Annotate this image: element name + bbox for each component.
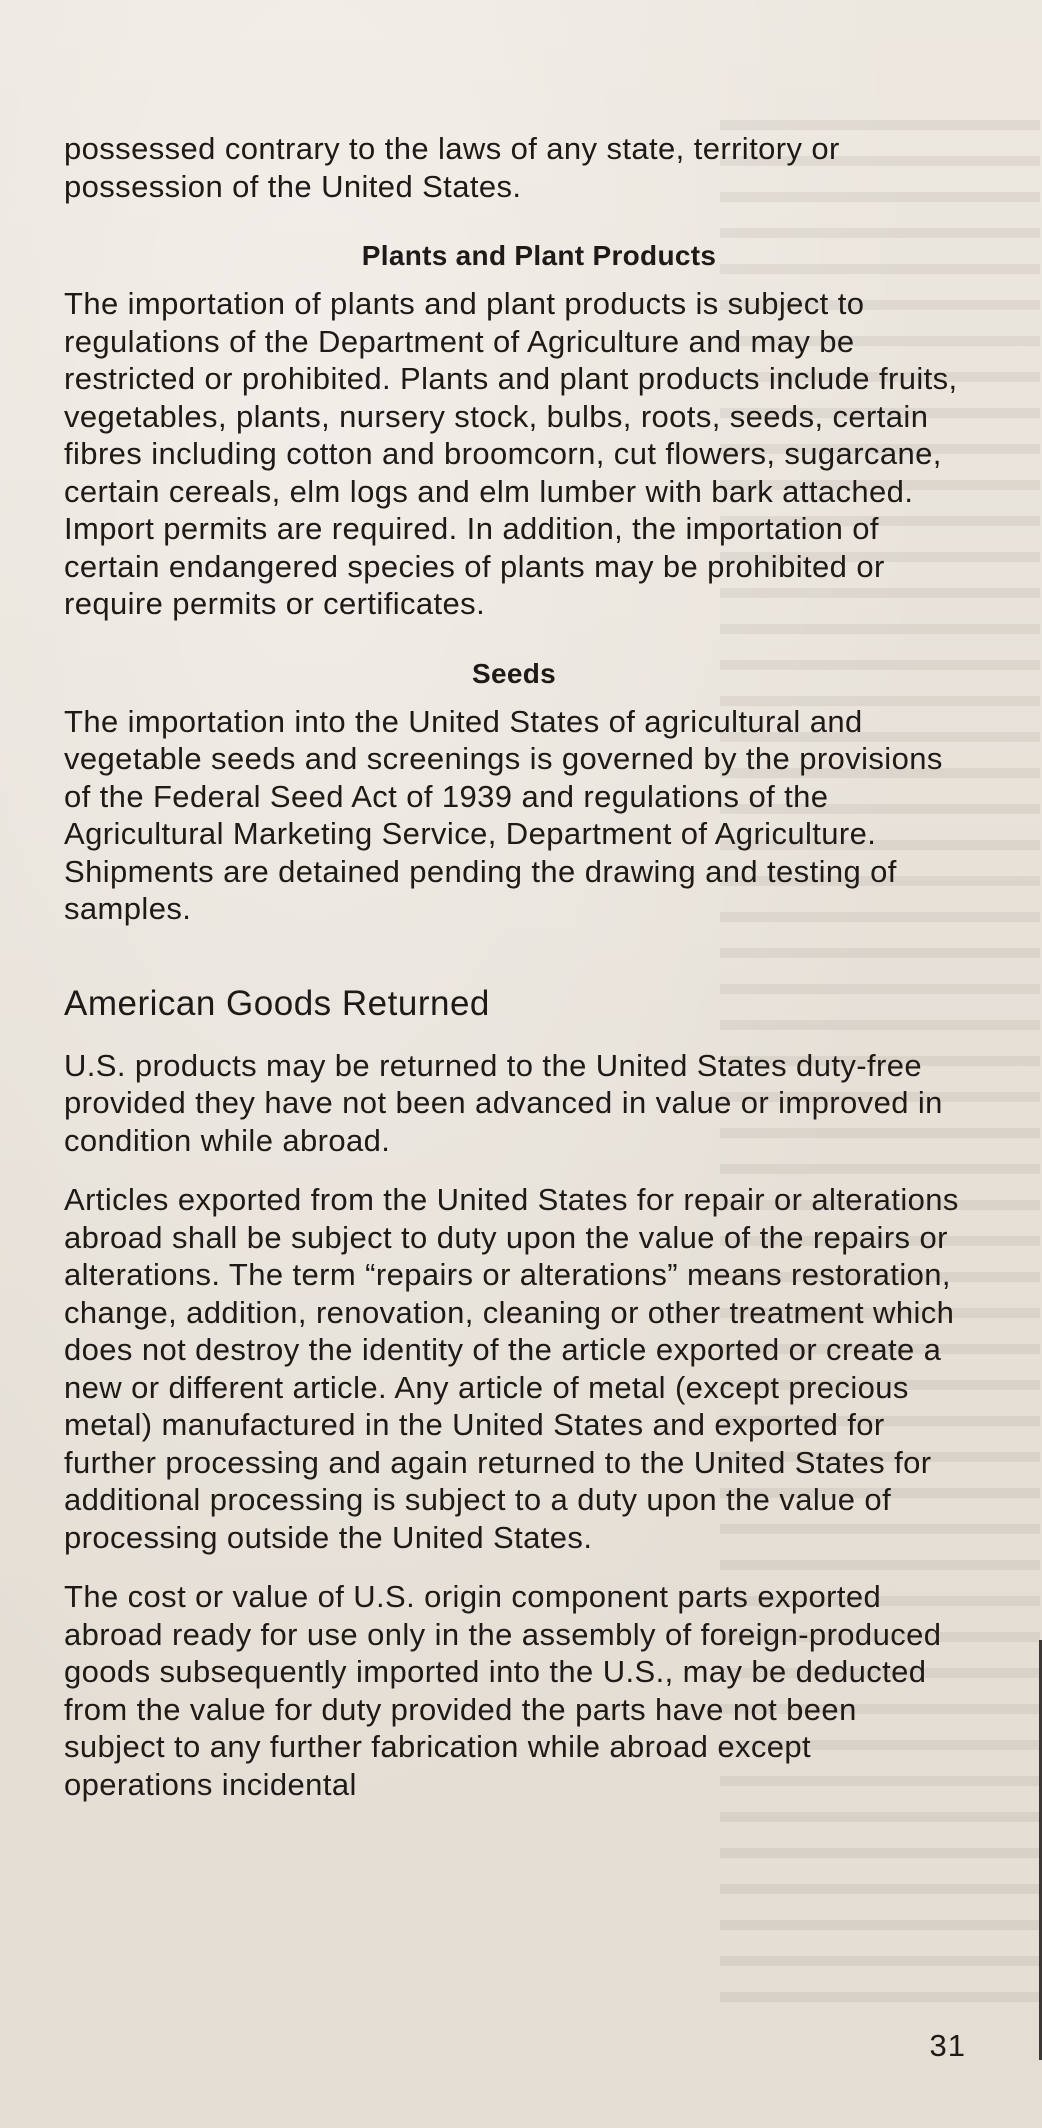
heading-seeds: Seeds <box>472 657 556 689</box>
paragraph-repairs-alterations: Articles exported from the United States for repair or alterations abroad shall be subject to duty upon the value of the repairs or alterations. The term “repairs or alterations” means restoration, change, addition, renovation, cleaning or other treatment which does not destroy the identity of the article exported or create a new or different article. Any article of metal (except precious metal) manufactured in the United States and exported for further processing and again returned to the United States for additional processing is subject to a duty upon the value of processing outside the United States. <box>64 1182 959 1555</box>
paragraph-plants: The importation of plants and plant products is subject to regulations of the Department of Agriculture and may be restricted or prohibited. Plants and plant products include fruits, vegetables, plants, nursery stock, bulbs, roots, seeds, certain fibres including cotton and broomcorn, cut flowers, sugarcane, certain cereals, elm logs and elm lumber with bark attached. Import permits are required. In addition, the importation of certain endangered species of plants may be prohibited or require permits or certificates. <box>64 286 958 621</box>
paragraph-seeds: The importation into the United States of agricultural and vegetable seeds and screenings is governed by the provisions of the Federal Seed Act of 1939 and regulations of the Agricultural Marketing Service, Department of Agriculture. Shipments are detained pending the drawing and testing of samples. <box>64 703 943 926</box>
section-american-goods-returned <box>64 983 964 1804</box>
page-number: 31 <box>929 2028 966 2063</box>
paragraph-component-parts: The cost or value of U.S. origin component parts exported abroad ready for use only in the assembly of foreign-produced goods subsequently imported into the U.S., may be deducted from the value for duty provided the parts have not been subject to any further fabrication while abroad except operations incidental <box>64 1579 942 1802</box>
paragraph-us-products: U.S. products may be returned to the United States duty-free provided they have not been advanced in value or improved in condition while abroad. <box>64 1047 943 1158</box>
section-seeds <box>64 657 964 928</box>
intro-paragraph: possessed contrary to the laws of any state, territory or possession of the United States. <box>64 131 840 204</box>
heading-plants-and-plant-products: Plants and Plant Products <box>361 240 717 271</box>
heading-american-goods-returned: American Goods Returned <box>64 983 490 1023</box>
page-content <box>64 130 964 1803</box>
section-plants <box>64 239 964 623</box>
